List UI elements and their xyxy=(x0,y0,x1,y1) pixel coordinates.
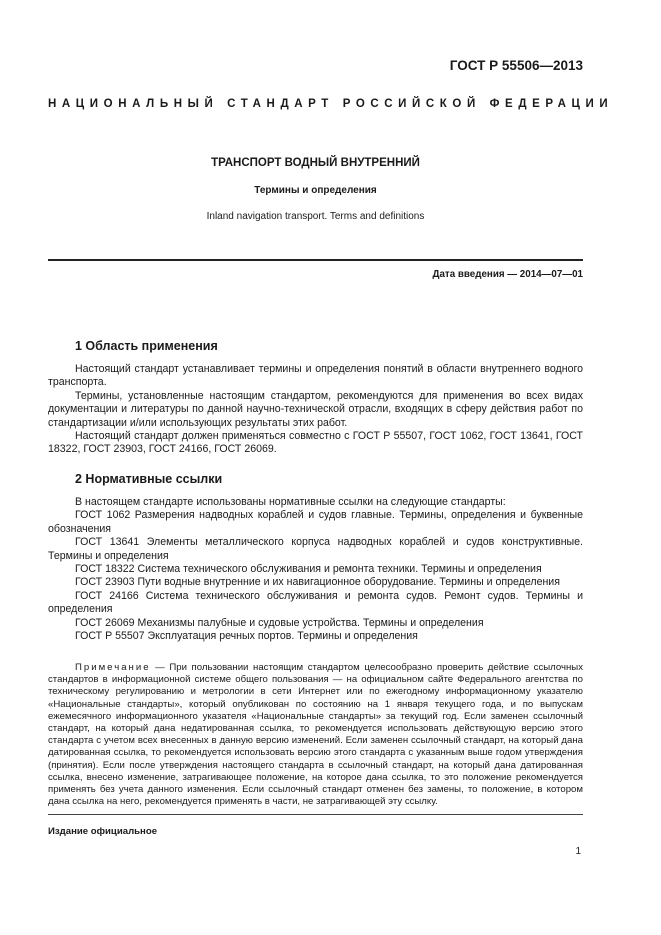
reference-item: ГОСТ 23903 Пути водные внутренние и их навигационное оборудование. Термины и определения xyxy=(75,576,560,589)
note-text: — При пользовании настоящим стандартом целесообразно проверить действие ссылочных стандартов в информационной системе общего пользования — на официальном сайте Федерального агентства по техническому регулированию и метрологии в сети Интернет или по ежегодному информационному указателю «Национальные стандарты», который опубликован по состоянию на 1 января текущего года, и по выпускам ежемесячного информационного указателя «Национальные стандарты» за текущий год. Если заменен ссылочный стандарт, на который дана недатированная ссылка, то рекомендуется использовать действующую версию этого стандарта с учетом всех внесенных в данную версию изменений. Если заменен ссылочный стандарт, на который дана датированная ссылка, то рекомендуется использовать версию этого стандарта с указанным выше годом утверждения (принятия). Если после утверждения настоящего стандарта в ссылочный стандарт, на который дана датированная ссылка, внесено изменение, затрагивающее положение, на которое дана ссылка, то это положение рекомендуется применять без учета данного изменения. Если ссылочный стандарт отменен без замены, то положение, в котором дана ссылка на него, рекомендуется применять в части, не затрагивающей эту ссылку. xyxy=(48,662,583,808)
reference-item: ГОСТ 24166 Система технического обслуживания и ремонта судов. Ремонт судов. Термины и определения xyxy=(48,589,583,616)
section-2-body xyxy=(48,496,583,643)
standard-title: ТРАНСПОРТ ВОДНЫЙ ВНУТРЕННИЙ xyxy=(211,157,420,169)
header-divider xyxy=(48,259,583,261)
national-standard-banner: НАЦИОНАЛЬНЫЙ СТАНДАРТ РОССИЙСКОЙ ФЕДЕРАЦИИ xyxy=(48,98,614,110)
reference-item: ГОСТ 18322 Система технического обслуживания и ремонта техники. Термины и определения xyxy=(75,563,542,576)
section-2-heading: 2 Нормативные ссылки xyxy=(75,472,223,486)
note-label: Примечание xyxy=(75,662,151,673)
page-number: 1 xyxy=(575,846,581,857)
standard-subtitle: Термины и определения xyxy=(254,185,377,196)
edition-label: Издание официальное xyxy=(48,826,158,837)
note xyxy=(48,662,583,808)
reference-item: ГОСТ 26069 Механизмы палубные и судовые устройства. Термины и определения xyxy=(75,616,484,629)
section-1-heading: 1 Область применения xyxy=(75,339,218,353)
section-1-body xyxy=(48,363,583,457)
paragraph: Настоящий стандарт должен применяться совместно с ГОСТ Р 55507, ГОСТ 1062, ГОСТ 13641, ГОСТ 18322, ГОСТ 23903, ГОСТ 24166, ГОСТ 26069. xyxy=(48,430,583,456)
reference-item: ГОСТ 13641 Элементы металлического корпуса надводных кораблей и судов конструктивные. Термины и определения xyxy=(48,536,583,562)
reference-item: ГОСТ 1062 Размерения надводных кораблей и судов главные. Термины, определения и буквенные обозначения xyxy=(48,509,583,535)
document-code: ГОСТ Р 55506—2013 xyxy=(449,58,583,73)
introduction-date: Дата введения — 2014—07—01 xyxy=(432,269,583,280)
paragraph: Термины, установленные настоящим стандартом, рекомендуются для применения во всех видах документации и литературы по данной научно-технической отрасли, входящих в сферу действия работ по стандартизации и/или использующих результаты этих работ. xyxy=(48,389,583,429)
paragraph: Настоящий стандарт устанавливает термины и определения понятий в области внутреннего водного транспорта. xyxy=(48,363,583,389)
english-title: Inland navigation transport. Terms and definitions xyxy=(206,211,425,222)
reference-item: ГОСТ Р 55507 Эксплуатация речных портов. Термины и определения xyxy=(75,630,418,643)
footer-divider xyxy=(48,814,583,815)
paragraph: В настоящем стандарте использованы нормативные ссылки на следующие стандарты: xyxy=(75,496,506,508)
